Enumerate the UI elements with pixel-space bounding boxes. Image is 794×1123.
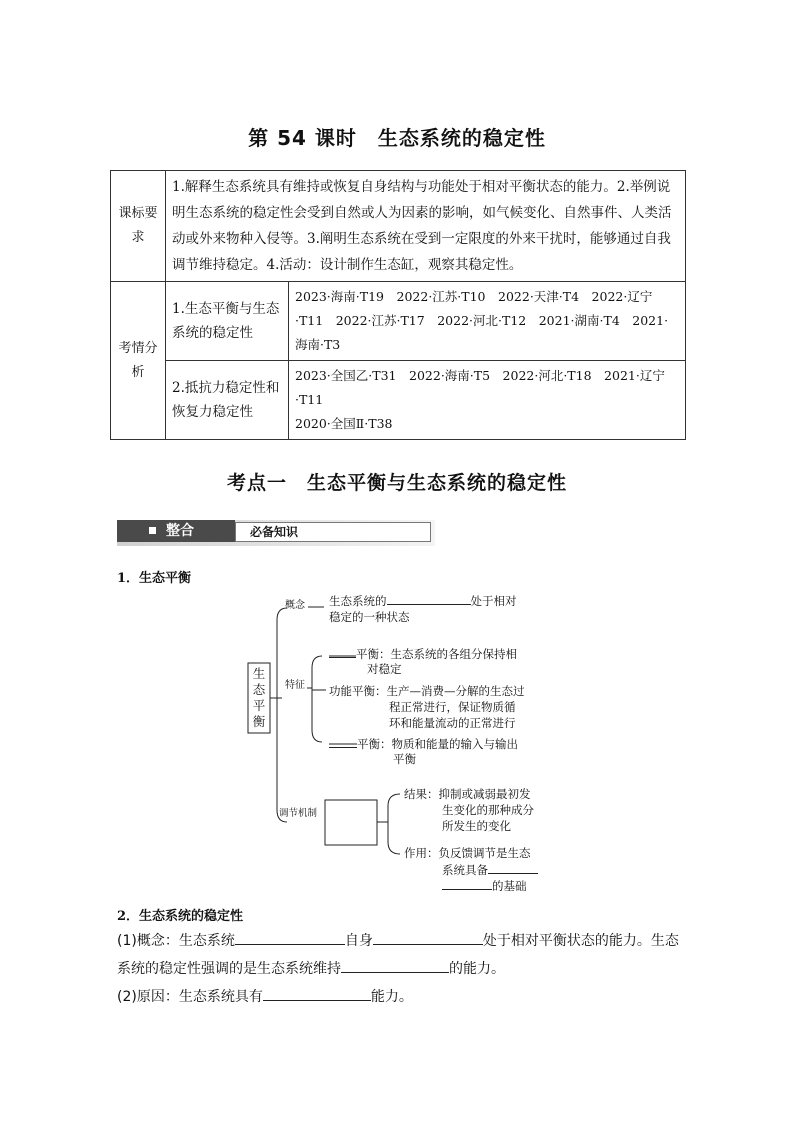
blank [235, 931, 345, 945]
paragraph-line-3 [117, 987, 413, 1007]
concept-label: 概念 [285, 600, 305, 611]
paragraph-text: (1)概念：生态系统 [117, 933, 235, 949]
banner-sub-label: 必备知识 [250, 525, 299, 539]
feature-2-line-3: 环和能量流动的正常进行 [389, 716, 516, 730]
blank [442, 876, 492, 890]
paragraph-text: (2)原因：生态系统具有 [117, 989, 263, 1005]
feature-2-line-2: 程正常进行，保证物质循 [389, 700, 516, 714]
result-line-2: 生变化的那种成分 [442, 803, 534, 817]
role-line-1: 作用：负反馈调节是生态 [404, 846, 531, 860]
blank [387, 591, 471, 605]
feature-text: 平衡：生态系统的各组分保持相 [356, 647, 517, 661]
concept-text: 生态系统的 [329, 594, 387, 608]
topic-1: 1.生态平衡与生态系统的稳定性 [166, 282, 289, 361]
feature-3-line-2: 平衡 [393, 752, 416, 766]
role-line-3 [442, 876, 527, 895]
section-title: 考点一 生态平衡与生态系统的稳定性 [226, 472, 567, 494]
topic-1-refs: 2023·海南·T19 2022·江苏·T10 2022·天津·T4 2022·辽宁·T11 2022·江苏·T17 2022·河北·T12 2021·湖南·T4 2021·海南·T3 [289, 282, 686, 361]
role-text: 的基础 [492, 879, 527, 893]
mechanism-label: 调节机制 [279, 808, 318, 819]
blank [263, 987, 371, 1001]
topic-2: 2.抵抗力稳定性和恢复力稳定性 [166, 361, 289, 440]
root-char: 衡 [252, 714, 266, 729]
paragraph-line-2 [117, 959, 505, 979]
heading-stability: 2．生态系统的稳定性 [117, 909, 244, 924]
heading-ecological-balance: 1．生态平衡 [117, 571, 192, 586]
root-char: 态 [252, 682, 266, 697]
topic-2-refs-line-1: 2023·全国乙·T31 2022·海南·T5 2022·河北·T18 2021·辽宁·T11 [295, 368, 665, 407]
paragraph-text: 自身 [344, 933, 373, 949]
blank [341, 959, 449, 973]
paragraph-text: 能力。 [370, 989, 413, 1005]
paragraph-text: 的能力。 [449, 961, 505, 977]
topic-2-refs-line-2: 2020·全国Ⅱ·T38 [295, 416, 393, 431]
row-label-standard: 课标要求 [111, 171, 166, 282]
paragraph-text: 处于相对平衡状态的能力。生态 [482, 933, 679, 949]
mechanism-box [325, 800, 377, 845]
banner-main-label: 整合 [166, 523, 194, 539]
paragraph-text: 系统的稳定性强调的是生态系统维持 [117, 961, 341, 977]
result-line-1: 结果：抑制或减弱最初发 [404, 787, 531, 801]
root-char: 生 [252, 666, 266, 681]
root-char: 平 [252, 698, 266, 713]
result-line-3: 所发生的变化 [442, 819, 511, 833]
row-label-analysis: 考情分析 [111, 282, 166, 440]
page-title: 第 54 课时 生态系统的稳定性 [248, 126, 546, 150]
feature-text: 平衡：物质和能量的输入与输出 [357, 737, 518, 751]
blank [373, 931, 483, 945]
blank [488, 860, 538, 874]
feature-1-line-1 [329, 644, 517, 663]
concept-text: 处于相对 [470, 594, 517, 608]
paragraph-line-1 [117, 931, 679, 951]
role-text: 系统具备 [442, 863, 488, 877]
feature-1-line-2: 对稳定 [367, 662, 402, 676]
root-label [248, 666, 270, 730]
feature-label: 特征 [285, 680, 305, 691]
standard-text: 1.解释生态系统具有维持或恢复自身结构与功能处于相对平衡状态的能力。2.举例说明生态系统的稳定性会受到自然或人为因素的影响，如气候变化、自然事件、人类活动或外来物种入侵等。3.阐明生态系统在受到一定限度的外来干扰时，能够通过自我调节维持稳定。4.活动：设计制作生态缸，观察其稳定性。 [166, 171, 686, 282]
blank [329, 734, 357, 748]
feature-3-line-1 [329, 734, 518, 753]
concept-line-2: 稳定的一种状态 [329, 610, 410, 624]
feature-2-line-1: 功能平衡：生产—消费—分解的生态过 [329, 684, 525, 698]
blank [329, 644, 356, 658]
